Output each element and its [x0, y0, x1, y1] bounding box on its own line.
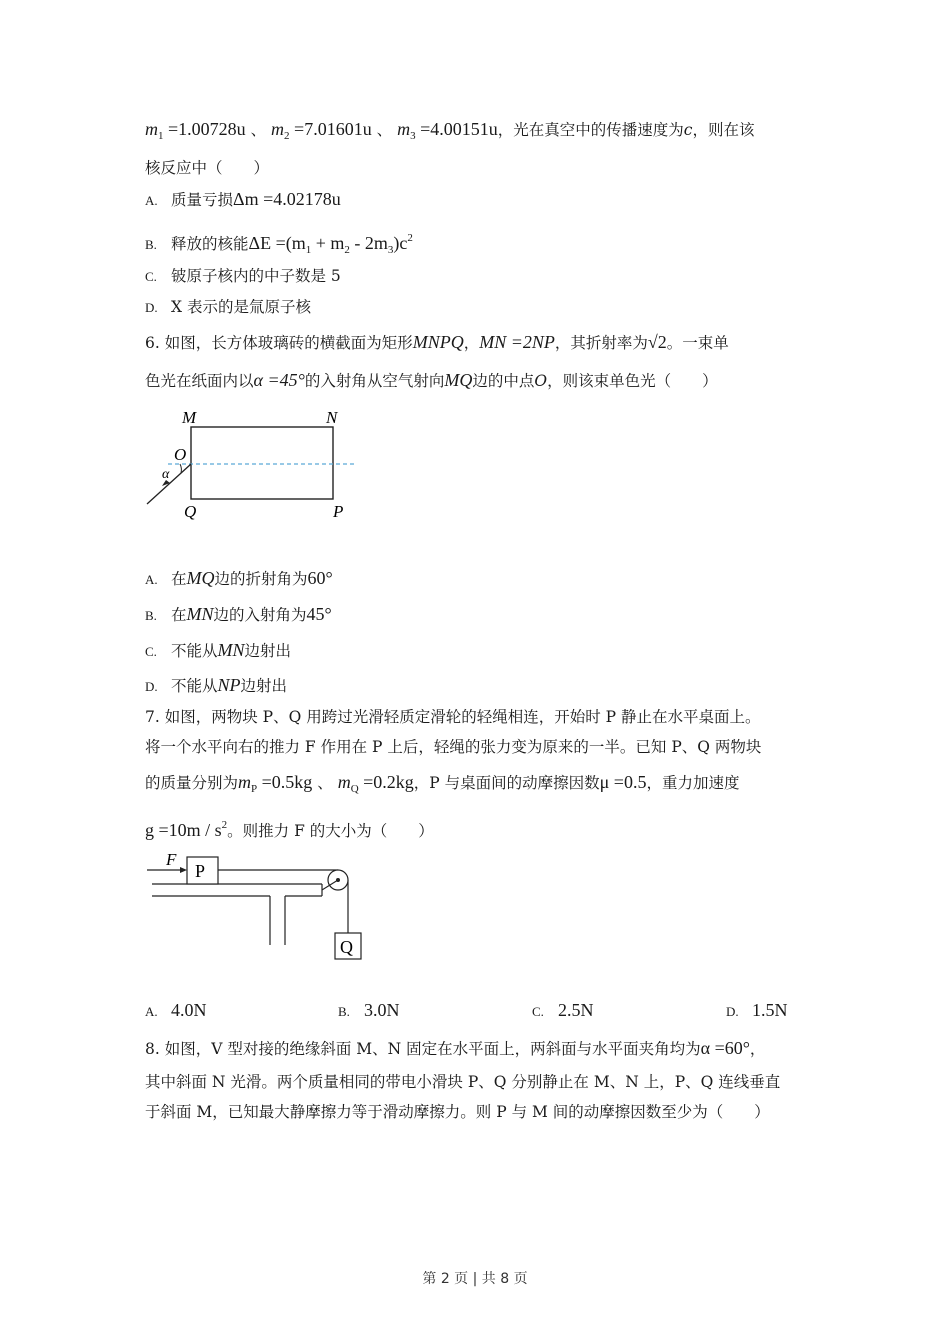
option-text: X 表示的是氚原子核	[171, 298, 311, 316]
refractive-index: √2	[647, 332, 667, 352]
option-math: Δm =4.02178u	[233, 189, 341, 209]
label-alpha: α	[162, 467, 170, 482]
mp-value: =0.5kg	[261, 772, 313, 792]
option-letter: B.	[338, 1004, 350, 1019]
mq-value: =0.2kg	[363, 772, 414, 792]
incidence-angle: α =45°	[253, 370, 305, 390]
q5-option-b[interactable]	[145, 228, 413, 260]
friction-coefficient: μ =0.5	[599, 772, 647, 792]
q5-stem-line-2: 核反应中（ ）	[145, 159, 270, 177]
option-value: 3.0N	[364, 1000, 400, 1020]
label-o: O	[174, 445, 187, 464]
option-text: 边的折射角为	[214, 570, 308, 588]
gravity-value: g =10m / s	[145, 820, 222, 840]
option-math: MN	[217, 640, 245, 660]
stem-text: 。则推力 F 的大小为（ ）	[227, 822, 434, 840]
q5-option-d[interactable]	[145, 297, 311, 318]
option-letter: B.	[145, 608, 157, 623]
q7-option-c[interactable]	[532, 1000, 594, 1021]
option-letter: B.	[145, 237, 157, 252]
option-math: NP	[217, 675, 241, 695]
mq-symbol: m	[337, 772, 351, 792]
pulley-diagram	[140, 845, 380, 970]
option-value: 45°	[306, 604, 332, 624]
stem-text: 6. 如图，长方体玻璃砖的横截面为矩形	[145, 334, 413, 352]
q7-stem-line-4	[145, 815, 434, 841]
q6-option-a[interactable]	[145, 568, 333, 590]
label-block-q: Q	[340, 937, 353, 957]
q6-option-d[interactable]	[145, 675, 287, 697]
option-text: 在	[171, 606, 187, 624]
stem-text: ，光在真空中的传播速度为	[497, 121, 684, 139]
label-m: M	[182, 408, 197, 427]
subscript: 1	[305, 244, 312, 256]
q7-options	[145, 1000, 805, 1024]
label-p: P	[333, 502, 344, 521]
q8-stem-line-3: 于斜面 M，已知最大静摩擦力等于滑动摩擦力。则 P 与 M 间的动摩擦因数至少为（ ）	[145, 1103, 770, 1121]
option-text: 在	[171, 570, 187, 588]
q7-stem-line-2: 将一个水平向右的推力 F 作用在 P 上后，轻绳的张力变为原来的一半。已知 P、Q 两物块	[145, 738, 762, 756]
option-letter: C.	[145, 269, 157, 284]
option-letter: D.	[145, 679, 158, 694]
option-math: MQ	[186, 568, 215, 588]
subscript: 2	[344, 244, 350, 256]
math-part: ΔE =(m	[248, 233, 306, 253]
stem-text: 色光在纸面内以	[145, 372, 254, 390]
math-part: - 2m	[349, 233, 388, 253]
m3-symbol: m	[397, 119, 411, 139]
option-text: 边射出	[240, 677, 288, 695]
m1-value: =1.00728u	[168, 119, 246, 139]
m3-subscript: 3	[410, 130, 416, 142]
stem-text: 。一束单	[666, 334, 729, 352]
stem-text: 边的中点	[472, 372, 535, 390]
q7-option-a[interactable]	[145, 1000, 207, 1021]
mq-subscript: Q	[350, 783, 359, 795]
q5-option-c[interactable]	[145, 266, 341, 287]
q6-stem-line-2	[145, 370, 718, 391]
option-text: 释放的核能	[171, 235, 249, 253]
stem-text: ，重力加速度	[646, 774, 740, 792]
q7-stem-line-3	[145, 772, 739, 799]
slope-angle: α =60°	[700, 1038, 750, 1058]
option-text: 边射出	[244, 642, 292, 660]
separator: 、	[317, 774, 333, 792]
option-value: 4.0N	[171, 1000, 207, 1020]
side-ratio: MN =2NP	[479, 332, 555, 352]
stem-text: ，则该束单色光（ ）	[547, 372, 718, 390]
stem-text: ，则在该	[692, 121, 755, 139]
option-letter: D.	[145, 300, 158, 315]
q7-option-d[interactable]	[726, 1000, 788, 1021]
stem-text: ，P 与桌面间的动摩擦因数	[413, 774, 600, 792]
option-value: 2.5N	[558, 1000, 594, 1020]
subscript: 3	[387, 244, 394, 256]
superscript: 2	[221, 819, 228, 831]
angle-arc	[180, 464, 181, 473]
option-value: 1.5N	[752, 1000, 788, 1020]
option-text: 质量亏损	[171, 191, 234, 209]
point-label: O	[534, 372, 548, 390]
q6-option-b[interactable]	[145, 604, 332, 626]
option-text: 不能从	[171, 642, 218, 660]
stem-text: ，	[463, 334, 480, 352]
label-q: Q	[184, 502, 197, 521]
option-letter: C.	[145, 644, 157, 659]
option-value: 60°	[307, 568, 333, 588]
separator: 、	[250, 121, 267, 139]
m1-subscript: 1	[158, 130, 164, 142]
light-speed-symbol: c	[683, 121, 693, 139]
option-letter: A.	[145, 572, 158, 587]
mp-symbol: m	[238, 772, 252, 792]
option-letter: D.	[726, 1004, 739, 1019]
q7-option-b[interactable]	[338, 1000, 400, 1021]
stem-text: ，其折射率为	[554, 334, 648, 352]
math-part: + m	[311, 233, 345, 253]
q6-stem-line-1	[145, 332, 729, 353]
math-part: )c	[393, 233, 408, 253]
q6-option-c[interactable]	[145, 640, 291, 662]
option-letter: C.	[532, 1004, 544, 1019]
m2-value: =7.01601u	[294, 119, 372, 139]
stem-text: 的质量分别为	[145, 774, 239, 792]
q5-stem-line-1	[145, 119, 754, 146]
option-letter: A.	[145, 193, 158, 208]
m1-symbol: m	[145, 119, 158, 139]
glass-brick-diagram	[140, 400, 370, 530]
mp-subscript: P	[251, 783, 258, 795]
q7-stem-line-1: 7. 如图，两物块 P、Q 用跨过光滑轻质定滑轮的轻绳相连，开始时 P 静止在水平桌面上。	[145, 708, 761, 726]
m3-value: =4.00151u	[420, 119, 498, 139]
rectangle-label: MNPQ	[412, 332, 464, 352]
q5-option-a[interactable]	[145, 189, 341, 211]
side-label: MQ	[444, 370, 473, 390]
separator: 、	[376, 121, 393, 139]
q8-stem-line-2: 其中斜面 N 光滑。两个质量相同的带电小滑块 P、Q 分别静止在 M、N 上，P、Q 连线垂直	[145, 1073, 781, 1091]
glass-rectangle	[191, 427, 333, 499]
stem-text: 8. 如图，V 型对接的绝缘斜面 M、N 固定在水平面上，两斜面与水平面夹角均为	[145, 1040, 701, 1058]
option-text: 不能从	[171, 677, 218, 695]
stem-text: ，	[749, 1040, 766, 1058]
stem-text: 的入射角从空气射向	[304, 372, 445, 390]
option-math	[248, 232, 413, 256]
q8-stem-line-1	[145, 1038, 765, 1059]
page-footer: 第 2 页 | 共 8 页	[422, 1271, 528, 1287]
option-letter: A.	[145, 1004, 158, 1019]
superscript: 2	[407, 232, 413, 244]
m2-subscript: 2	[284, 130, 290, 142]
force-arrow-icon	[180, 867, 187, 873]
option-text: 边的入射角为	[213, 606, 307, 624]
option-text: 铍原子核内的中子数是 5	[171, 267, 341, 285]
label-force-f: F	[166, 850, 177, 869]
m2-symbol: m	[271, 119, 285, 139]
label-n: N	[326, 408, 338, 427]
label-block-p: P	[195, 861, 206, 881]
option-math: MN	[186, 604, 214, 624]
